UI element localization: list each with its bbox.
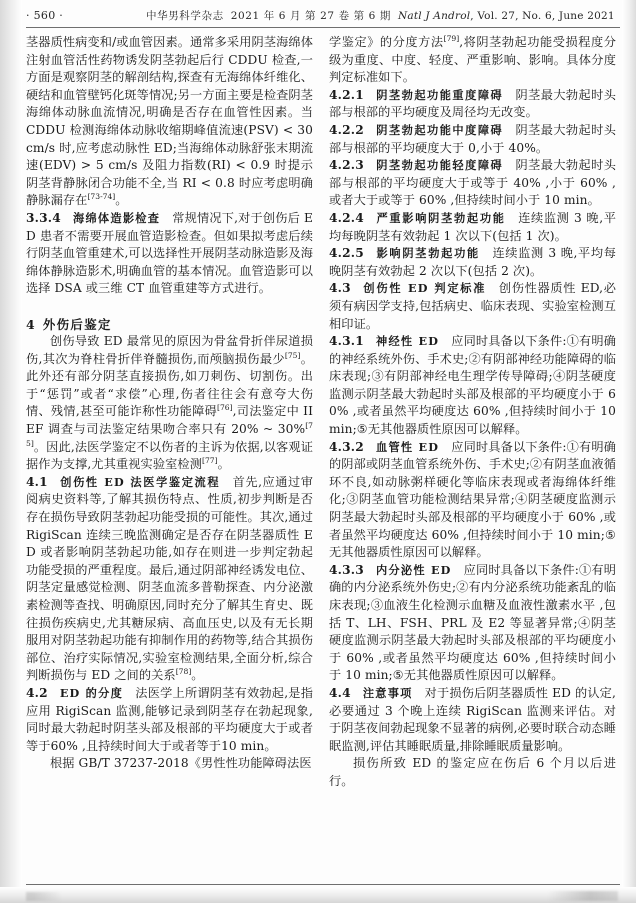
heading-number: 4	[26, 316, 35, 332]
paragraph-text: 。此外还有部分阴茎直接损伤,如刀刺伤、切割伤。出于“惩罚”或者“求偿”心理,伤者往往会有意夸大伤情、残情,甚至可能诈称性功能障碍	[26, 351, 313, 419]
section-title: 注意事项	[362, 685, 413, 700]
section-number: 4.3.3	[329, 562, 364, 577]
section-4-2-3	[329, 157, 616, 210]
section-body: 阴茎最大勃起时头部与根部的平均硬度大于或等于 40% ,小于 60% ,或者大于或等于 60% ,但持续时间小于 10 min。	[329, 158, 616, 208]
section-title: 阴茎勃起功能中度障碍	[375, 122, 504, 137]
running-head	[26, 8, 620, 24]
section-title: 阴茎勃起功能重度障碍	[375, 87, 504, 102]
footer-rule	[26, 884, 620, 885]
paragraph-text: 根据 GB/T 37237-2018《男性性功能障碍法医	[50, 756, 312, 771]
reference-marker: [78]	[175, 667, 192, 677]
section-body: 应同时具备以下条件:①有明确的内分泌系统外伤史;②有内分泌系统功能紊乱的临床表现;③血液生化检测示血糖及血液性激素水平 ,包括 T、LH、FSH、PRL 及 E2 等显著异常;④阴茎硬度监测示阴茎最大勃起时头部及根部的平均硬度小于 60% ,或者虽然平均硬度达 60% ,但持续时间小于 10 min;⑤无其他器质性原因可以解释。	[329, 562, 617, 683]
section-4-2	[26, 685, 313, 755]
section-4-1	[26, 474, 313, 685]
reference-marker: [79]	[443, 33, 460, 43]
section-title: 严重影响阴茎勃起功能	[375, 210, 506, 225]
right-column	[329, 34, 616, 877]
section-title: 血管性 ED	[375, 439, 440, 454]
reference-marker: [75]	[26, 421, 313, 448]
section-title: 阴茎勃起功能轻度障碍	[375, 158, 504, 173]
section-number: 4.2.2	[329, 122, 364, 137]
section-title: 神经性 ED	[375, 334, 440, 349]
section-4-4	[329, 685, 616, 755]
page-edge-shadow-bottom	[0, 887, 636, 903]
section-body: 常规情况下,对于创伤后 ED 患者不需要开展血管造影检查。但如果拟考虑后续行阴茎血管重建术,可以选择性开展阴茎动脉造影及海绵体静脉造影术,明确血管的基本情况。血管造影可以选择 DSA 或三维 CT 血管重建等方式进行。	[26, 210, 313, 296]
section-body: 连续监测 3 晚,平均每晚阴茎有效勃起 1 次以下(包括 1 次)。	[329, 210, 616, 243]
section-title: 内分泌性 ED	[375, 562, 452, 577]
section-title: ED 的分度	[59, 685, 124, 700]
paragraph-standard-reference	[26, 755, 313, 773]
section-number: 4.3.2	[329, 439, 364, 454]
paragraph-text: 。因此,法医学鉴定不以伤者的主诉为依据,以客观证据作为支撑,尤其重视实验室检测	[26, 439, 313, 472]
spacer	[26, 298, 313, 316]
section-body: 对于损伤后阴茎器质性 ED 的认定,必要通过 3 个晚上连续 RigiScan 监测来评估。对于阴茎夜间勃起现象不显著的病例,必要时联合动态睡眠监测,评估其睡眠质量,排除睡眠质量影响。	[329, 685, 616, 753]
section-number: 4.4	[329, 685, 351, 700]
paragraph-text: 学鉴定》的分度方法	[329, 35, 444, 49]
section-4-3-2	[329, 439, 616, 562]
paragraph-text-tail: 。	[115, 193, 128, 208]
issue-info-zh: 2021 年 6 月 第 27 卷 第 6 期	[230, 10, 391, 22]
section-number: 4.2.4	[329, 210, 364, 225]
header-rule	[26, 27, 620, 28]
scan-artifact-right	[548, 891, 618, 901]
paragraph-text: 茎器质性病变和/或血管因素。通常多采用阴茎海绵体注射血管活性药物诱发阴茎勃起后行 CDDU 检查,一方面是观察阴茎的解剖结构,探查有无海绵体纤维化、硬结和血管壁钙化斑等情况;另一方面主要是检查阴茎海绵体动脉血流情况,明确是否存在血管性因素。当 CDDU 检测海绵体动脉收缩期峰值流速(PSV) < 30 cm/s 时,应考虑动脉性 ED;当海绵体动脉舒张末期流速(EDV) > 5 cm/s 及阻力指数(RI) < 0.9 时提示阴茎背静脉闭合功能不全,当 RI < 0.8 时应考虑明确静脉漏存在	[26, 35, 313, 208]
left-column	[26, 34, 313, 877]
issue-info-en: , Vol. 27, No. 6, June 2021	[470, 10, 615, 22]
section-body: 应同时具备以下条件:①有明确的阴部或阴茎血管系统外伤、手术史;②有阴茎血液循环不良,如动脉粥样硬化等临床表现或者海绵体纤维化;③阴茎血管功能检测结果异常;④阴茎硬度监测示阴茎最大勃起时头部及根部的平均硬度小于 60% ,或者虽然平均硬度达 60% ,但持续时间小于 10 min;⑤无其他器质性原因可以解释。	[329, 439, 616, 560]
section-4-2-1	[329, 87, 616, 122]
page-edge-shadow-right	[622, 0, 636, 903]
scan-artifact-left	[26, 892, 62, 901]
section-body: 创伤性器质性 ED,必须有病因学支持,包括病史、临床表现、实验室检测互相印证。	[329, 281, 616, 331]
section-3-3-4	[26, 210, 313, 298]
reference-marker: [77]	[202, 456, 218, 466]
reference-marker: [76]	[217, 403, 233, 413]
paragraph-text: 损伤所致 ED 的鉴定应在伤后 6 个月以后进行。	[329, 756, 616, 788]
section-body: 阴茎最大勃起时头部与根部的平均硬度大于 0,小于 40%。	[329, 122, 616, 155]
section-number: 4.2	[26, 685, 48, 700]
page-number: · 560 ·	[26, 9, 64, 22]
paragraph-text: ,司法鉴定中 IIEF 调查与司法鉴定结果吻合率只有 20% ~ 30%	[26, 404, 313, 437]
journal-title-en: Natl J Androl	[398, 10, 471, 22]
paragraph-trauma-causes	[26, 333, 313, 474]
journal-title-zh: 中华男科学杂志	[146, 10, 224, 22]
section-number: 4.3	[329, 281, 351, 296]
section-4-3	[329, 280, 616, 333]
section-number: 3.3.4	[26, 210, 61, 225]
section-title: 创伤性 ED 法医学鉴定流程	[59, 474, 221, 489]
heading-text: 外伤后鉴定	[42, 316, 112, 332]
section-title: 影响阴茎勃起功能	[375, 246, 480, 261]
section-number: 4.2.3	[329, 158, 364, 173]
section-body: 阴茎最大勃起时头部与根部的平均硬度及周径均无改变。	[329, 87, 616, 120]
heading-4	[26, 316, 313, 334]
section-body: 应同时具备以下条件:①有明确的神经系统外伤、手术史;②有阴部神经功能障碍的临床表现;③有阴部神经电生理学传导障碍;④阴茎硬度监测示阴茎最大勃起时头部及根部的平均硬度小于 60% ,或者虽然平均硬度达 60% ,但持续时间小于 10 min;⑤无其他器质性原因可以解释。	[329, 334, 616, 437]
paragraph-text-tail: 。	[217, 457, 230, 472]
paragraph-text-tail: ,将阴茎勃起功能受损程度分级为重度、中度、轻度、严重影响、影响。具体分度判定标准如下。	[329, 35, 616, 85]
section-4-3-1	[329, 333, 616, 439]
paragraph-closing	[329, 755, 616, 790]
section-number: 4.1	[26, 474, 48, 489]
section-4-2-5	[329, 245, 616, 280]
section-4-2-2	[329, 122, 616, 157]
section-number: 4.3.1	[329, 334, 364, 349]
body-columns	[26, 34, 620, 877]
section-title: 海绵体造影检查	[72, 210, 161, 225]
section-body: 首先,应通过审阅病史资料等,了解其损伤特点、性质,初步判断是否存在损伤导致阴茎勃起功能受损的可能性。其次,通过 RigiScan 连续三晚监测确定是否存在阴茎器质性 ED 或者影响阴茎勃起功能,如存在则进一步判定勃起功能受损的严重程度。最后,通过阴部神经诱发电位、阴茎定量感觉检测、阴茎血流多普勒探查、内分泌激素检测等查找、明确原因,同时充分了解其生育史、既往损伤疾病史,尤其糖尿病、高血压史,以及有无长期服用对阴茎勃起功能有抑制作用的药物等,结合其损伤部位、治疗实际情况,实验室检测结果,全面分析,综合判断损伤与 ED 之间的关系	[26, 474, 313, 683]
section-body-tail: 。	[191, 668, 204, 683]
section-body: 法医学上所谓阴茎有效勃起,是指应用 RigiScan 监测,能够记录到阴茎存在勃起现象,同时最大勃起时阴茎头部及根部的平均硬度大于或者等于60% ,且持续时间大于或者等于10 min。	[26, 685, 313, 753]
section-4-3-3	[329, 562, 616, 685]
section-4-2-4	[329, 210, 616, 245]
reference-marker: [75]	[284, 350, 301, 360]
section-number: 4.2.5	[329, 246, 364, 261]
paragraph-continued	[329, 34, 616, 87]
section-title: 创伤性 ED 判定标准	[362, 281, 487, 296]
paragraph-continued	[26, 34, 313, 210]
paragraph-text: 创伤导致 ED 最常见的原因为骨盆骨折伴尿道损伤,其次为脊柱骨折伴脊髓损伤,而颅脑损伤最少	[26, 334, 313, 366]
reference-marker: [73-74]	[87, 192, 116, 202]
section-number: 4.2.1	[329, 87, 364, 102]
page-edge-shadow-left	[0, 0, 22, 903]
journal-citation	[146, 8, 620, 23]
section-body: 连续监测 3 晚,平均每晚阴茎有效勃起 2 次以下(包括 2 次)。	[329, 246, 616, 278]
